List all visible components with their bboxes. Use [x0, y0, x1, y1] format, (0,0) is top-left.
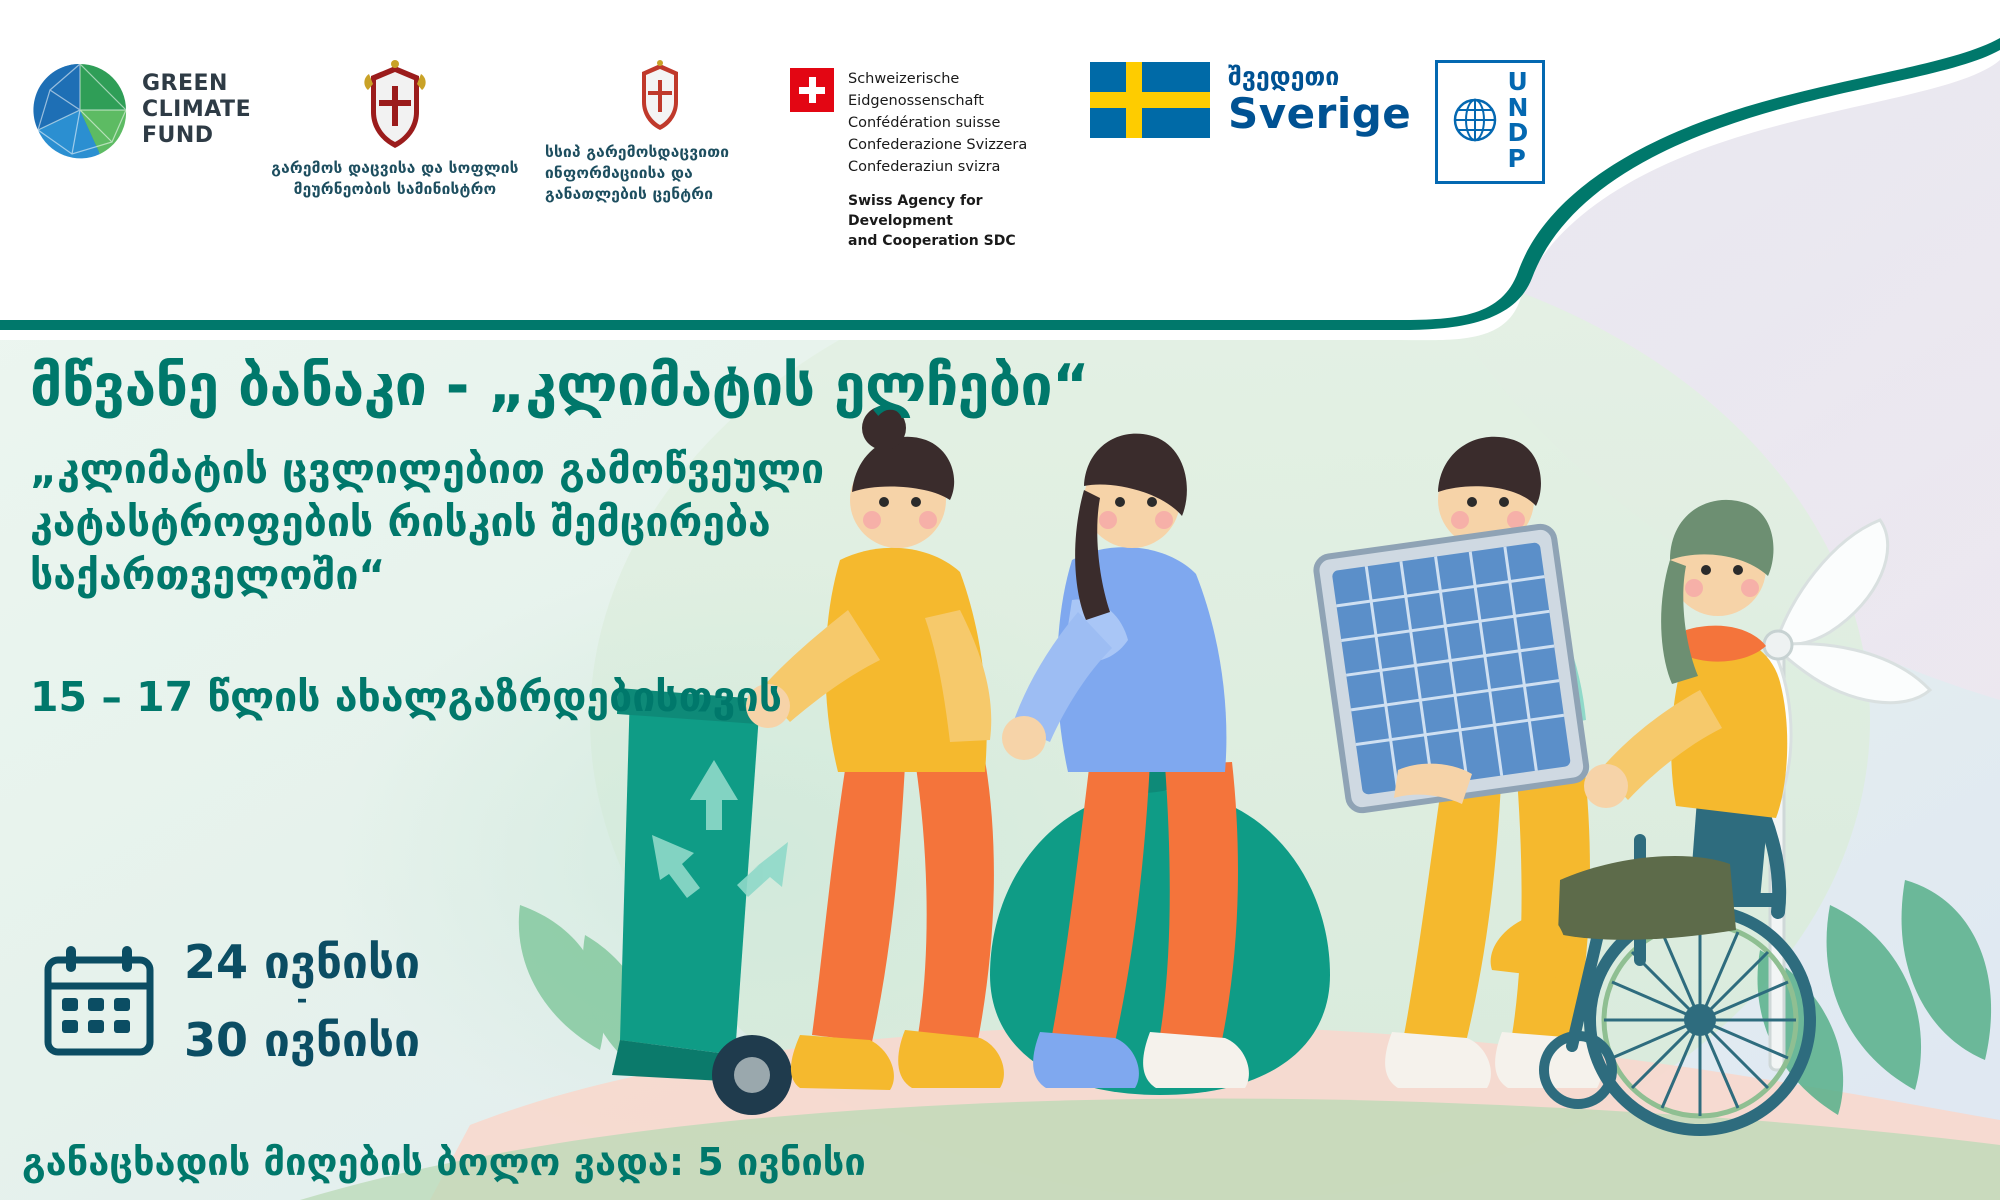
date-start: 24 ივნისი	[184, 935, 421, 989]
event-dates	[40, 935, 420, 1067]
partner-logos-strip	[0, 0, 2000, 320]
swiss-sdc-label: Swiss Agency for Development and Cooperation SDC	[848, 193, 1016, 249]
ministry-label: გარემოს დაცვისა და სოფლის მეურნეობის სამინისტრო	[271, 159, 519, 198]
project-subtitle: „კლიმატის ცვლილებით გამოწვეული კატასტროფების რისკის შემცირება საქართველოში“	[30, 444, 825, 600]
green-climate-fund-label: GREEN CLIMATE FUND	[142, 71, 252, 148]
application-deadline: განაცხადის მიღების ბოლო ვადა: 5 ივნისი	[22, 1140, 866, 1184]
solar-panel-illustration	[1315, 525, 1588, 812]
logo-undp	[1420, 60, 1560, 184]
undp-letters: U N D P	[1507, 67, 1529, 173]
poster-text-block	[30, 353, 1090, 1067]
sweden-flag-icon	[1090, 62, 1210, 138]
sweden-label-en: Sverige	[1228, 88, 1412, 138]
logo-environmental-information-center	[530, 60, 790, 205]
sweden-label-ka: შვედეთი	[1228, 62, 1340, 92]
logo-swiss-confederation	[790, 60, 1090, 252]
swiss-flag-icon	[790, 68, 834, 112]
swiss-confederation-names: Schweizerische Eidgenossenschaft Confédération suisse Confederazione Svizzera Confederaziun svizra	[848, 71, 1028, 176]
georgia-coat-of-arms-icon	[359, 60, 431, 152]
date-end: 30 ივნისი	[184, 1012, 421, 1067]
logo-sweden	[1090, 60, 1420, 138]
calendar-icon	[40, 942, 158, 1060]
page-title: მწვანე ბანაკი - „კლიმატის ელჩები“	[30, 353, 1090, 419]
logo-ministry-of-environment	[260, 60, 530, 200]
green-climate-fund-icon	[30, 60, 130, 160]
audience-text: 15 – 17 წლის ახალგაზრდებისთვის	[30, 672, 783, 721]
national-emblem-icon	[635, 60, 685, 134]
logo-green-climate-fund	[30, 60, 260, 160]
environmental-center-label: სსიპ გარემოსდაცვითი ინფორმაციისა და განათლების ცენტრი	[545, 143, 730, 203]
date-separator: -	[296, 985, 308, 1016]
undp-globe-icon	[1452, 97, 1498, 143]
